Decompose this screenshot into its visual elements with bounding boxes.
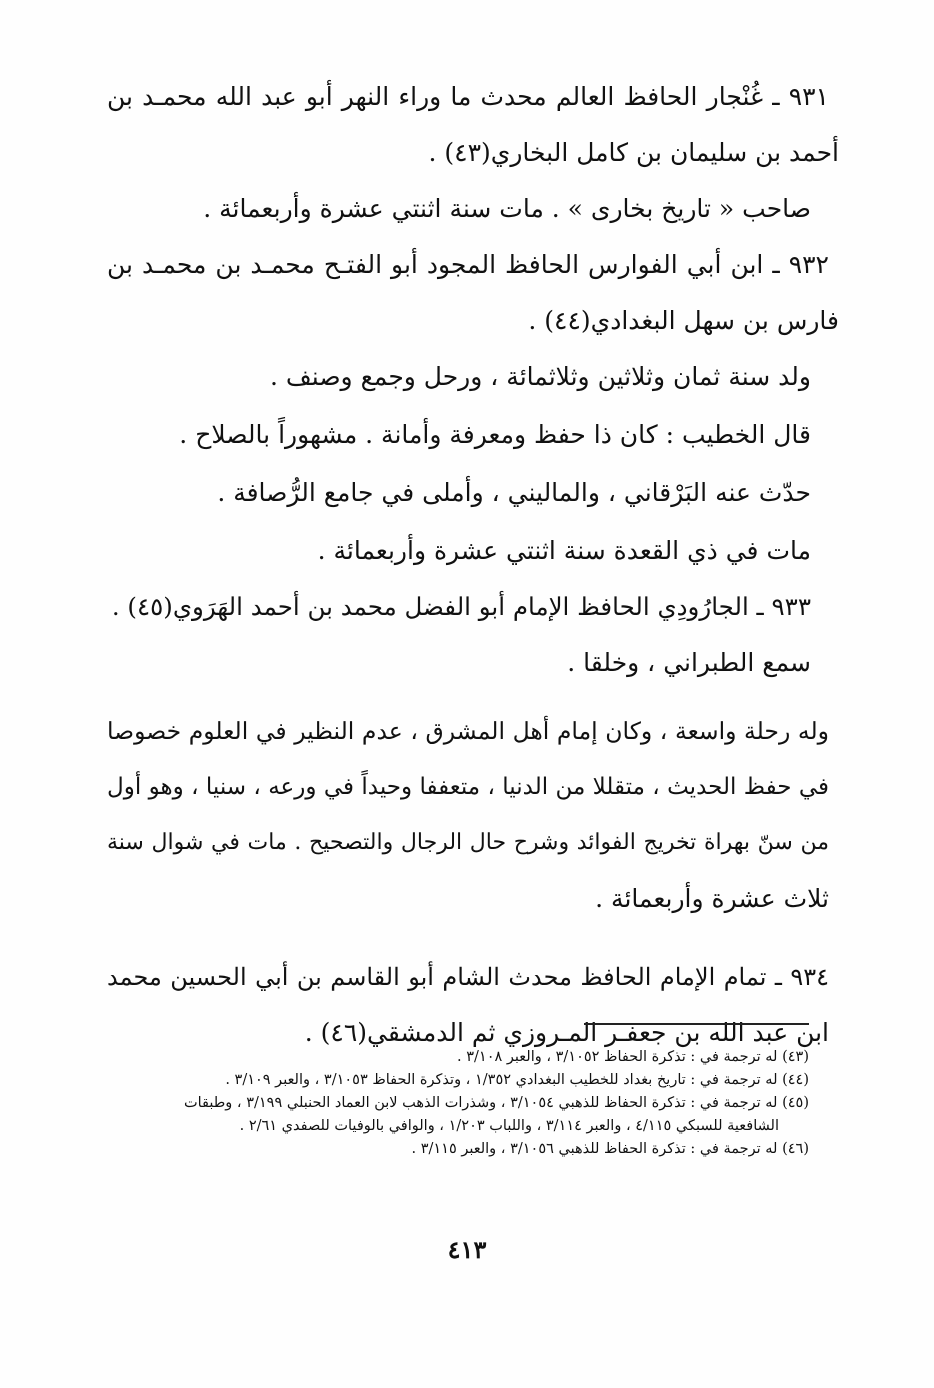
main-text [107, 82, 839, 1048]
entry-932-line-2: فارس بن سهل البغدادي(٤٤) . [528, 306, 839, 335]
entry-933-line-2: سمع الطبراني ، وخلقا . [567, 648, 811, 677]
entry-932-line-4: قال الخطيب : كان ذا حفظ ومعرفة وأمانة . مشهوراً بالصلاح . [179, 420, 811, 449]
footnote-44: (٤٤) له ترجمة في : تاريخ بغداد للخطيب البغدادي ١/٣٥٢ ، وتذكرة الحفاظ ٣/١٠٥٣ ، والعبر ٣/١٠٩ . [225, 1072, 809, 1088]
footnote-43: (٤٣) له ترجمة في : تذكرة الحفاظ ٣/١٠٥٢ ، والعبر ٣/١٠٨ . [457, 1049, 809, 1065]
entry-934-line-1: ٩٣٤ ـ تمام الإمام الحافظ محدث الشام أبو القاسم بن أبي الحسين محمد [107, 963, 829, 991]
page-number: ٤١٣ [447, 1235, 487, 1264]
footnotes [109, 1046, 809, 1161]
footnote-separator [584, 1023, 809, 1025]
entry-931-line-2: أحمد بن سليمان بن كامل البخاري(٤٣) . [428, 138, 839, 167]
footnote-45-continuation: الشافعية للسبكي ٤/١١٥ ، والعبر ٣/١١٤ ، واللباب ١/٢٠٣ ، والوافي بالوفيات للصفدي ٢/٦١ . [239, 1118, 779, 1134]
entry-933-line-3: وله رحلة واسعة ، وكان إمام أهل المشرق ، عدم النظير في العلوم خصوصا [107, 717, 829, 745]
entry-931-line-1: ٩٣١ ـ غُنْجار الحافظ العالم محدث ما وراء النهر أبو عبد الله محمـد بن [107, 82, 829, 111]
entry-932-line-5: حدّث عنه البَرْقاني ، والماليني ، وأملى في جامع الرُّصافة . [217, 478, 811, 507]
entry-932-line-1: ٩٣٢ ـ ابن أبي الفوارس الحافظ المجود أبو الفتـح محمـد بن محمـد بن [107, 250, 829, 279]
entry-932-line-6: مات في ذي القعدة سنة اثنتي عشرة وأربعمائة . [317, 536, 811, 565]
entry-934-line-2: ابن عبد الله بن جعفـر المـروزي ثم الدمشقي(٤٦) . [304, 1018, 829, 1047]
entry-933-line-4: في حفظ الحديث ، متقللا من الدنيا ، متعففا وحيداً في ورعه ، سنيا ، وهو أول [107, 774, 829, 800]
entry-932-line-3: ولد سنة ثمان وثلاثين وثلاثمائة ، ورحل وجمع وصنف . [270, 362, 811, 391]
footnote-46: (٤٦) له ترجمة في : تذكرة الحفاظ للذهبي ٣/١٠٥٦ ، والعبر ٣/١١٥ . [411, 1141, 809, 1157]
entry-931-line-3: صاحب « تاريخ بخارى » . مات سنة اثنتي عشرة وأربعمائة . [203, 194, 811, 223]
entry-933-line-6: ثلاث عشرة وأربعمائة . [595, 884, 829, 913]
entry-933-line-5: من سنّ بهراة تخريج الفوائد وشرح حال الرجال والتصحيح . مات في شوال سنة [107, 830, 829, 855]
entry-933-line-1: ٩٣٣ ـ الجارُودِي الحافظ الإمام أبو الفضل محمد بن أحمد الهَرَوي(٤٥) . [111, 592, 811, 621]
footnote-45: (٤٥) له ترجمة في : تذكرة الحفاظ للذهبي ٣/١٠٥٤ ، وشذرات الذهب لابن العماد الحنبلي ٣/١٩٩ ، وطبقات [183, 1095, 809, 1111]
